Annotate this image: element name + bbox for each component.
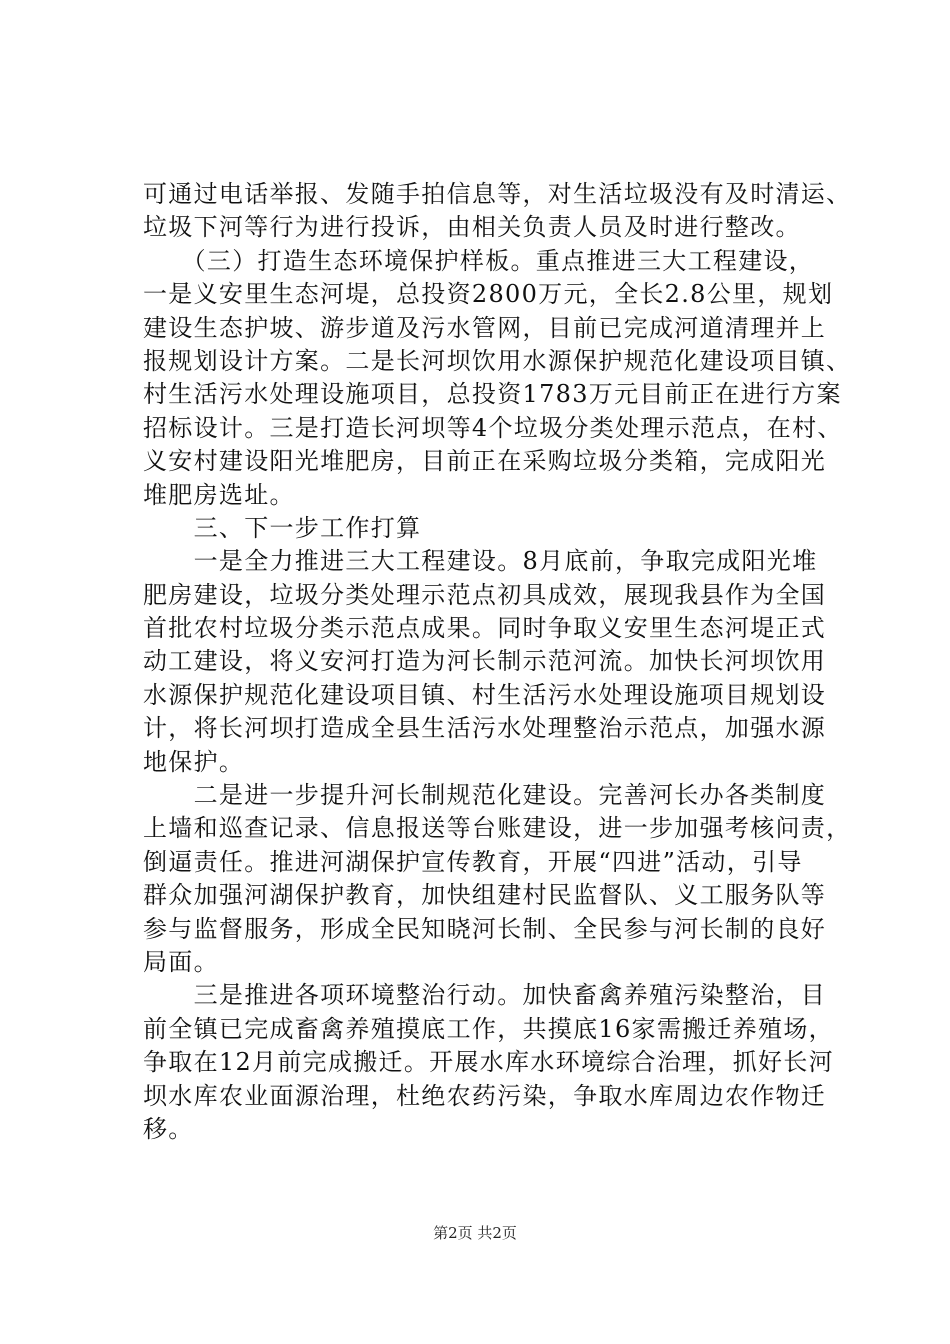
text-line: 上墙和巡查记录、信息报送等台账建设，进一步加强考核问责， (143, 814, 852, 843)
text-line: 局面。 (143, 947, 219, 976)
text-line: 村生活污水处理设施项目，总投资1783万元目前正在进行方案 (143, 380, 842, 409)
text-line: 可通过电话举报、发随手拍信息等，对生活垃圾没有及时清运、 (143, 180, 852, 208)
text-line: 动工建设，将义安河打造为河长制示范河流。加快长河坝饮用 (143, 647, 827, 676)
text-line: 参与监督服务，形成全民知晓河长制、全民参与河长制的良好 (143, 914, 827, 943)
text-line: 建设生态护坡、游步道及污水管网，目前已完成河道清理并上 (143, 313, 827, 342)
text-line: 招标设计。三是打造长河坝等4个垃圾分类处理示范点，在村、 (143, 413, 843, 442)
text-line: 三、下一步工作打算 (143, 513, 422, 542)
text-line: 倒逼责任。推进河湖保护宣传教育，开展“四进”活动，引导 (143, 847, 803, 876)
text-line: 坝水库农业面源治理，杜绝农药污染，争取水库周边农作物迁 (143, 1081, 827, 1110)
text-line: 三是推进各项环境整治行动。加快畜禽养殖污染整治，目 (143, 981, 827, 1010)
text-line: 水源保护规范化建设项目镇、村生活污水处理设施项目规划设 (143, 680, 827, 709)
body-text (143, 178, 852, 1146)
text-line: （三）打造生态环境保护样板。重点推进三大工程建设， (143, 246, 815, 275)
page-footer: 第2页 共2页 (433, 1224, 517, 1242)
text-line: 堆肥房选址。 (143, 480, 295, 509)
text-line: 计，将长河坝打造成全县生活污水处理整治示范点，加强水源 (143, 714, 827, 743)
text-line: 群众加强河湖保护教育，加快组建村民监督队、义工服务队等 (143, 881, 827, 910)
text-line: 报规划设计方案。二是长河坝饮用水源保护规范化建设项目镇、 (143, 346, 852, 375)
text-line: 二是进一步提升河长制规范化建设。完善河长办各类制度 (143, 781, 827, 810)
text-line: 争取在12月前完成搬迁。开展水库水环境综合治理，抓好长河 (143, 1048, 834, 1077)
text-line: 垃圾下河等行为进行投诉，由相关负责人员及时进行整改。 (143, 213, 801, 242)
text-line: 一是义安里生态河堤，总投资2800万元，全长2.8公里，规划 (143, 280, 834, 309)
text-line: 地保护。 (143, 747, 245, 776)
text-line: 义安村建设阳光堆肥房，目前正在采购垃圾分类箱，完成阳光 (143, 447, 827, 476)
text-line: 一是全力推进三大工程建设。8月底前，争取完成阳光堆 (143, 547, 818, 576)
text-line: 首批农村垃圾分类示范点成果。同时争取义安里生态河堤正式 (143, 614, 827, 643)
text-line: 移。 (143, 1114, 194, 1143)
text-line: 肥房建设，垃圾分类处理示范点初具成效，展现我县作为全国 (143, 580, 827, 609)
text-line: 前全镇已完成畜禽养殖摸底工作，共摸底16家需搬迁养殖场， (143, 1014, 834, 1043)
